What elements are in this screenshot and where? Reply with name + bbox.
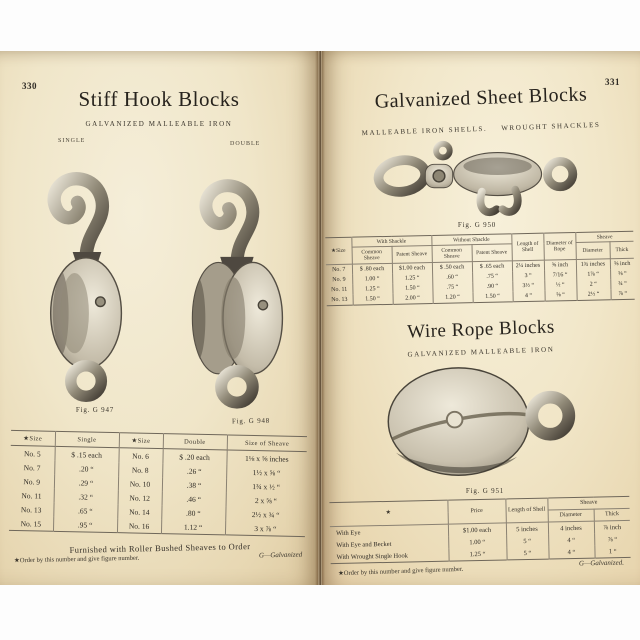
- col-header-thick: Thick: [609, 242, 633, 259]
- table-cell: $ .80 each: [352, 263, 392, 274]
- table-cell: .95 “: [53, 517, 117, 533]
- table-cell: 7/16 “: [544, 270, 576, 281]
- table-cell: .20 “: [54, 461, 118, 476]
- table-cell: 1.25 “: [392, 273, 432, 284]
- table-cell: $ .15 each: [54, 446, 118, 462]
- table-cell: 3½ “: [512, 281, 544, 292]
- col-header-length: Length of Shell: [505, 498, 548, 523]
- group-header-with-shackle: With Shackle: [351, 236, 431, 248]
- table-cell: .75 “: [432, 282, 472, 293]
- table-cell: ⅞ “: [594, 533, 630, 546]
- fig-caption-double: Fig. G 948: [231, 416, 271, 426]
- sheave-groove: [60, 273, 89, 353]
- subtitle-shells: MALLEABLE IRON SHELLS.: [361, 124, 488, 138]
- col-header-patent-1: Patent Sheave: [392, 246, 432, 263]
- table-cell: 3 “: [512, 271, 544, 282]
- bottom-eye: [71, 366, 102, 397]
- page-number-left: 330: [22, 81, 37, 91]
- table-cell: 1.50 “: [472, 291, 512, 302]
- table-cell: .90 “: [472, 281, 512, 292]
- sheet-blocks-table: [325, 231, 634, 306]
- hook-shape: [206, 186, 253, 265]
- sheet-blocks-title: Galvanized Sheet Blocks: [374, 83, 588, 113]
- table-cell: .60 “: [432, 272, 472, 283]
- top-ring: [436, 144, 450, 158]
- col-header-common-1: Common Sheave: [352, 247, 392, 264]
- table-cell: $1.00 each: [448, 523, 506, 537]
- right-page: [322, 51, 640, 585]
- group-header-sheave: Sheave: [575, 231, 633, 243]
- table-cell: No. 12: [118, 490, 162, 505]
- table-cell: No. 11: [21, 490, 42, 501]
- table-cell: 1.20 “: [433, 292, 473, 303]
- col-header-diameter: Diameter: [575, 242, 609, 259]
- table-cell: No. 8: [118, 462, 162, 477]
- fig-caption-sheet: Fig. G 950: [457, 221, 497, 229]
- table-cell: .46 “: [162, 491, 226, 506]
- table-cell: No. 10: [118, 476, 162, 491]
- table-cell: 4 “: [512, 291, 544, 302]
- wire-rope-blocks-table: [329, 496, 630, 565]
- fig-caption-single: Fig. G 947: [75, 406, 115, 414]
- left-footnote: ★Order by this number and give figure number.: [13, 554, 140, 565]
- table-cell: $ .20 each: [162, 449, 226, 465]
- table-cell: 4 inches: [548, 521, 594, 534]
- table-cell: ⅝ “: [544, 290, 576, 301]
- table-cell: With Eye and Becket: [336, 540, 392, 549]
- table-cell: 2½ “: [576, 289, 610, 300]
- sheet-block-illustration: [368, 135, 594, 219]
- table-cell: .32 “: [54, 489, 118, 504]
- table-cell: ¾ “: [610, 279, 634, 290]
- table-cell: 1 “: [594, 545, 630, 558]
- roller-bushed-note: Furnished with Roller Bushed Sheaves to Order: [69, 541, 251, 555]
- table-cell: No. 7: [332, 266, 346, 274]
- table-cell: No. 16: [117, 518, 161, 533]
- table-cell: 1½ x ⅝ “: [226, 464, 306, 480]
- double-label: DOUBLE: [230, 141, 261, 147]
- table-cell: .29 “: [54, 475, 118, 490]
- wire-rope-title: Wire Rope Blocks: [406, 316, 556, 343]
- side-eye: [547, 161, 572, 186]
- table-cell: No. 6: [118, 448, 162, 463]
- wire-rope-block-illustration: [368, 363, 594, 485]
- left-galvanized-note: G—Galvanized: [258, 550, 303, 560]
- book-gutter: [315, 51, 325, 585]
- axle-hole: [258, 301, 267, 310]
- table-cell: 1.50 “: [353, 294, 393, 305]
- table-cell: 3 x ⅞ “: [225, 520, 305, 536]
- table-cell: 1.25 “: [352, 284, 392, 295]
- left-page: [0, 51, 318, 585]
- table-cell: 1¾ x ½ “: [226, 478, 306, 494]
- single-hook-block-illustration: [24, 145, 150, 403]
- page-number-right: 331: [605, 77, 620, 87]
- right-footnote: ★Order by this number and give figure number.: [337, 565, 464, 578]
- table-cell: 1.50 “: [392, 283, 432, 294]
- subtitle-shackles: WROUGHT SHACKLES: [501, 120, 601, 133]
- body-groove: [463, 157, 531, 175]
- table-cell: 5 “: [506, 535, 548, 548]
- table-cell: No. 7: [23, 462, 41, 473]
- table-cell: 1.12 “: [161, 519, 225, 535]
- table-cell: 2½ x ¾ “: [225, 506, 305, 522]
- table-cell: 5 inches: [506, 522, 548, 535]
- table-cell: 5 “: [506, 547, 548, 560]
- col-header-sheave: Size of Sheave: [227, 435, 307, 452]
- table-cell: With Wrought Single Hook: [336, 552, 409, 561]
- bottom-eye: [221, 371, 253, 403]
- shackle-loop: [376, 157, 427, 194]
- col-header-single: Single: [55, 431, 119, 447]
- table-cell: $ .50 each: [432, 262, 472, 273]
- col-header-size: ★Size: [325, 237, 352, 264]
- table-cell: .26 “: [162, 463, 226, 478]
- table-cell: $1.00 each: [392, 262, 432, 273]
- table-cell: ⅞ “: [610, 289, 634, 300]
- col-header-diameter: Diameter: [548, 509, 594, 522]
- table-cell: ⅜ inch: [544, 259, 576, 270]
- table-cell: No. 9: [332, 276, 346, 284]
- col-header-size2: ★Size: [119, 433, 163, 449]
- table-cell: No. 14: [117, 504, 161, 519]
- wire-rope-subtitle: GALVANIZED MALLEABLE IRON: [407, 345, 555, 359]
- axle-hole: [96, 297, 106, 307]
- table-cell: 1¾ inches: [576, 259, 610, 270]
- col-header-length: Length of Shell: [511, 233, 544, 261]
- left-page-subtitle: GALVANIZED MALLEABLE IRON: [85, 120, 233, 128]
- col-header-thick: Thick: [594, 509, 630, 522]
- table-cell: 1.00 “: [352, 274, 392, 285]
- table-cell: .80 “: [161, 505, 225, 520]
- col-header-price: Price: [447, 499, 505, 525]
- table-cell: .38 “: [162, 477, 226, 492]
- table-cell: No. 9: [23, 476, 41, 487]
- table-cell: .75 “: [472, 271, 512, 282]
- table-cell: No. 15: [20, 518, 42, 529]
- left-page-title: Stiff Hook Blocks: [78, 87, 240, 111]
- table-cell: ⅝ inch: [610, 258, 634, 269]
- table-cell: 1⅛ x ⅝ inches: [226, 450, 306, 466]
- sheave-groove: [221, 277, 245, 359]
- stiff-hook-blocks-table: [9, 430, 307, 537]
- col-header-item: ★: [329, 500, 447, 527]
- table-cell: 4 “: [548, 534, 594, 547]
- clevis-pin: [433, 170, 445, 182]
- axle-hole: [447, 412, 463, 428]
- fig-caption-wire: Fig. G 951: [465, 487, 505, 495]
- table-cell: No. 13: [331, 296, 348, 304]
- col-header-double: Double: [163, 434, 227, 450]
- col-header-size1: ★Size: [11, 430, 55, 446]
- group-header-without-shackle: Without Shackle: [431, 234, 511, 246]
- table-cell: ½ “: [544, 280, 576, 291]
- table-cell: 2 “: [576, 279, 610, 290]
- hook-shape: [54, 179, 102, 260]
- table-cell: 2¼ inches: [512, 260, 544, 271]
- table-cell: 2 x ⅝ “: [226, 492, 306, 508]
- table-cell: 1⅞ “: [576, 269, 610, 280]
- single-label: SINGLE: [58, 138, 86, 144]
- col-header-rope: Diameter of Rope: [543, 232, 576, 260]
- table-cell: ⅝ “: [610, 269, 634, 280]
- group-header-sheave: Sheave: [547, 496, 629, 510]
- side-eye: [532, 397, 569, 434]
- table-cell: 1.00 “: [448, 536, 506, 549]
- table-cell: No. 11: [331, 286, 348, 294]
- table-cell: 4 “: [548, 546, 594, 559]
- table-cell: No. 5: [23, 448, 41, 459]
- book-photo: [0, 51, 640, 585]
- table-cell: .65 “: [53, 503, 117, 518]
- col-header-patent-2: Patent Sheave: [472, 244, 512, 261]
- right-galvanized-note: G—Galvanized.: [578, 558, 625, 568]
- table-cell: With Eye: [335, 529, 361, 537]
- table-cell: 2.00 “: [393, 293, 433, 304]
- double-hook-block-illustration: [166, 151, 306, 411]
- col-header-common-2: Common Sheave: [432, 245, 472, 262]
- table-cell: No. 13: [20, 504, 42, 515]
- table-cell: ⅞ inch: [594, 521, 630, 534]
- table-cell: 1.25 “: [448, 548, 506, 562]
- table-cell: $ .65 each: [472, 261, 512, 272]
